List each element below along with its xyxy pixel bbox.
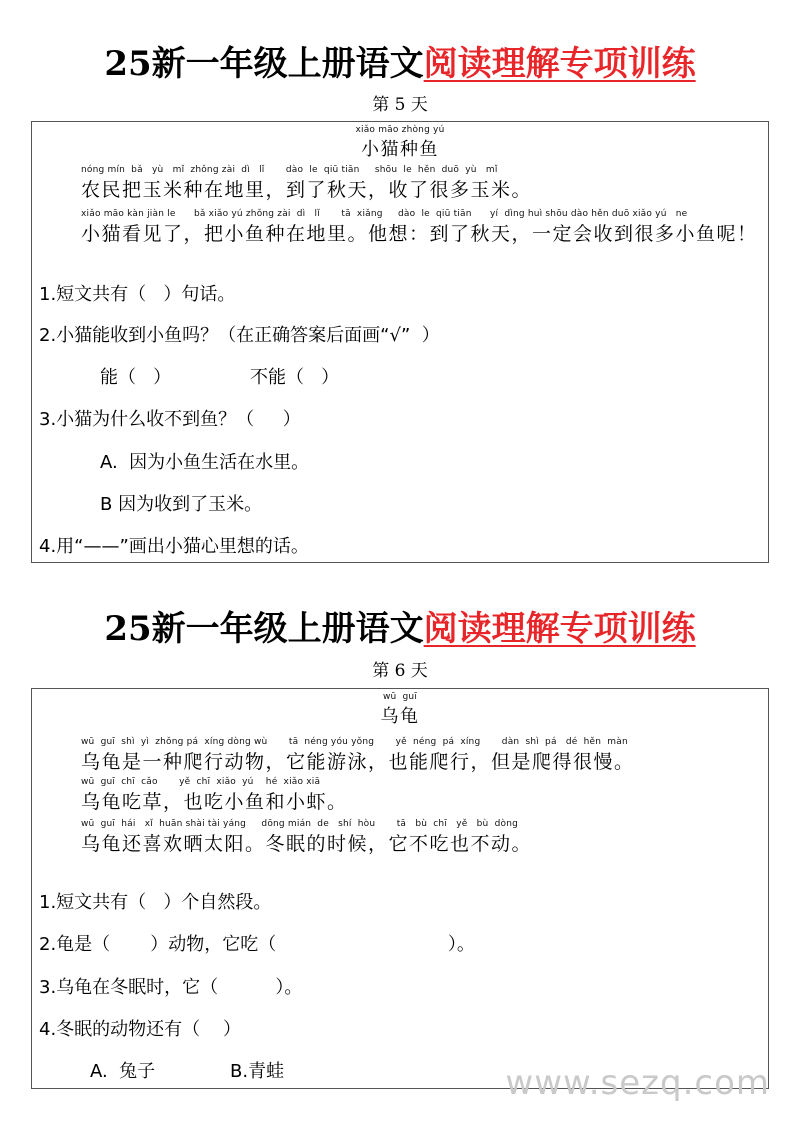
question-4: 4.用“——”画出小猫心里想的话。 <box>39 536 309 557</box>
pinyin-line: xiǎo māo kàn jiàn le bǎ xiǎo yú zhǒng zài dì lǐ tā xiǎng dào le qiū tiān yí dìng huì shōu dào hěn duō xiǎo yú ne <box>81 209 688 219</box>
text-line: 乌龟是一种爬行动物，它能游泳，也能爬行，但是爬得很慢。 <box>81 751 635 773</box>
title-red-text: 阅读理解专项训练 <box>423 44 696 84</box>
question-4: 4.冬眠的动物还有（ ） <box>39 1019 242 1040</box>
pinyin-line: nóng mín bǎ yù mǐ zhǒng zài dì lǐ dào le qiū tiān shōu le hěn duō yù mǐ <box>81 165 498 175</box>
text-line: 农民把玉米种在地里，到了秋天，收了很多玉米。 <box>81 179 533 201</box>
pinyin-line: wū guī hái xǐ huān shài tài yáng dōng mián de shí hòu tā bù chī yě bù dòng <box>81 819 519 829</box>
text-line: 乌龟吃草，也吃小鱼和小虾。 <box>81 791 348 813</box>
story-title-pinyin: wū guī <box>382 692 418 702</box>
watermark: www.sezq.com <box>505 1063 770 1103</box>
question-1: 1.短文共有（ ）句话。 <box>39 284 236 305</box>
question-4-option-b: B.青蛙 <box>230 1061 285 1082</box>
text-line: 乌龟还喜欢晒太阳。冬眠的时候，它不吃也不动。 <box>81 833 533 855</box>
text-line: 小猫看见了，把小鱼种在地里。他想：到了秋天，一定会收到很多小鱼呢！ <box>81 223 758 245</box>
question-3: 3.乌龟在冬眠时，它（ ）。 <box>39 977 303 998</box>
story-line-3 <box>81 819 532 856</box>
question-2-option-b: 不能（ ） <box>250 367 340 388</box>
story-line-1 <box>81 737 635 774</box>
question-4-option-a: A. 兔子 <box>90 1061 156 1082</box>
question-3-option-b: B 因为收到了玉米。 <box>100 494 263 515</box>
exercise-box-day6 <box>31 688 769 1089</box>
page-title-day5 <box>0 36 800 85</box>
exercise-box-day5 <box>31 121 769 563</box>
story-title-pinyin: xiǎo māo zhòng yú <box>355 125 445 135</box>
day-label: 第 5 天 <box>372 95 428 115</box>
title-red-text: 阅读理解专项训练 <box>423 609 696 649</box>
question-1: 1.短文共有（ ）个自然段。 <box>39 892 272 913</box>
story-title-block <box>32 692 768 728</box>
question-3: 3.小猫为什么收不到鱼？（ ） <box>39 409 301 430</box>
title-black-text: 25新一年级上册语文 <box>104 44 424 84</box>
question-2-option-a: 能（ ） <box>100 367 172 388</box>
question-3-option-a: A. 因为小鱼生活在水里。 <box>100 452 310 473</box>
question-2: 2.龟是（ ）动物，它吃（ ）。 <box>39 934 475 955</box>
story-line-2 <box>81 777 348 814</box>
pinyin-line: wū guī chī cǎo yě chī xiǎo yú hé xiǎo xiā <box>81 777 321 787</box>
story-title-block <box>32 125 768 161</box>
story-title: 乌龟 <box>380 706 420 727</box>
story-line-2 <box>81 209 758 246</box>
question-2: 2.小猫能收到小鱼吗？（在正确答案后面画“√” ） <box>39 325 440 346</box>
story-title: 小猫种鱼 <box>361 139 439 160</box>
pinyin-line: wū guī shì yì zhǒng pá xíng dòng wù tā néng yóu yǒng yě néng pá xíng dàn shì pá dé hěn màn <box>81 737 628 747</box>
title-black-text: 25新一年级上册语文 <box>104 609 424 649</box>
page-title-day6 <box>0 601 800 650</box>
day-label: 第 6 天 <box>372 661 428 681</box>
story-line-1 <box>81 165 532 202</box>
